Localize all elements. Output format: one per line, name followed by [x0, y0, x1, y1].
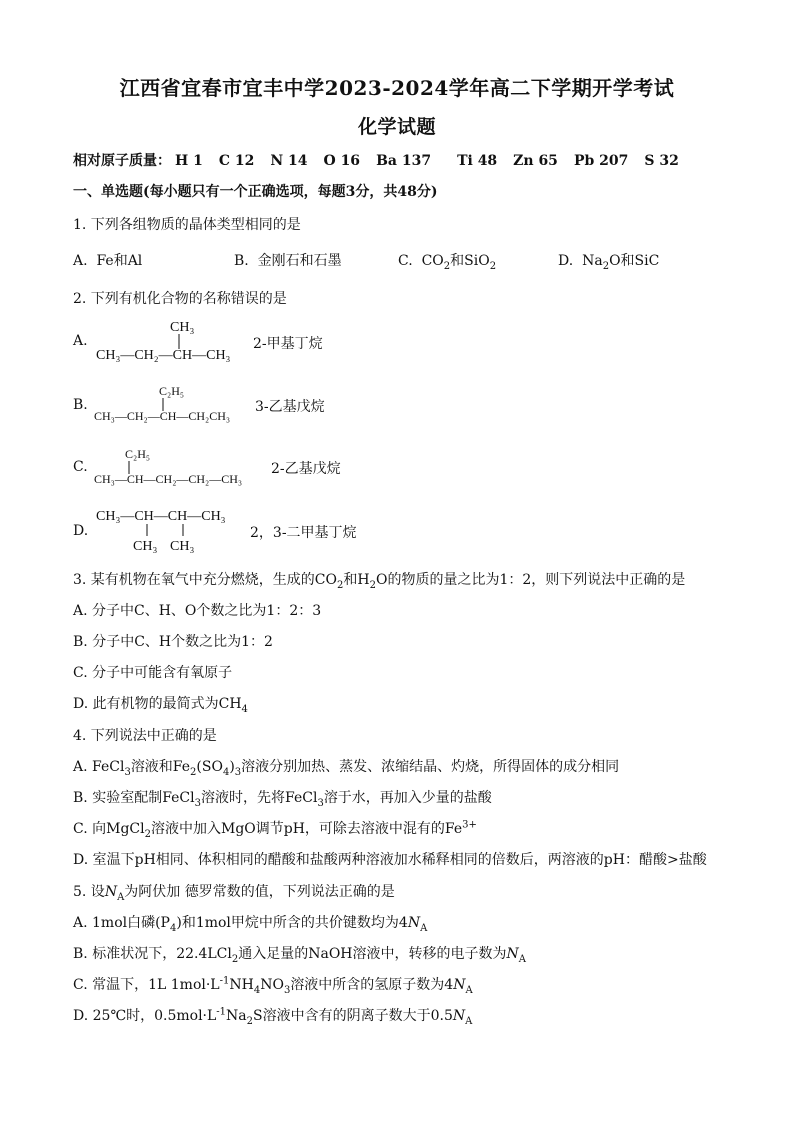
q2-stem: 2. 下列有机化合物的名称错误的是 [73, 291, 287, 307]
q4-c-sup: 3+ [462, 819, 477, 831]
q5-b-p2: 通入足量的NaOH溶液中，转移的电子数为 [238, 946, 507, 962]
q4-a-s2: 2 [190, 766, 197, 778]
q5-d-p2: Na [226, 1008, 247, 1024]
mass-c: C 12 [218, 153, 255, 169]
q5-stem-p1: 5. 设 [73, 884, 105, 900]
q5-option-a [73, 912, 427, 934]
section-heading: 一、单选题(每小题只有一个正确选项，每题3分，共48分) [73, 184, 438, 200]
q3-stem-part1: 3. 某有机物在氧气中充分燃烧，生成的CO [73, 572, 337, 588]
q5-c-n: N [453, 977, 466, 993]
q1-d-na: Na [582, 253, 603, 269]
exam-subtitle: 化学试题 [357, 116, 436, 138]
q4-a-p2: 溶液和Fe [130, 759, 191, 775]
q4-option-c [73, 818, 477, 840]
q2-option-a [73, 318, 493, 370]
q5-c-p4: 溶液中所含的氢原子数为4 [290, 977, 454, 993]
q3-option-c: C. 分子中可能含有氧原子 [73, 665, 233, 681]
q2-b-label: B. [73, 397, 88, 413]
q1-c-sub2: 2 [489, 260, 497, 272]
q3-stem-part3: O的物质的量之比为1：2，则下列说法中正确的是 [375, 572, 686, 588]
q5-b-s1: 2 [231, 953, 239, 965]
q4-option-b [73, 787, 492, 809]
atomic-masses [73, 150, 695, 170]
q1-stem: 1. 下列各组物质的晶体类型相同的是 [73, 217, 301, 233]
q3-stem-sub2: 2 [369, 579, 376, 591]
q4-option-a [73, 756, 619, 778]
mass-h: H 1 [175, 153, 203, 169]
q5-c-p3: NO [260, 977, 284, 993]
q5-d-n: N [452, 1008, 466, 1024]
q1-option-d [558, 250, 659, 272]
q5-stem [73, 881, 395, 903]
q4-a-s3: 4 [222, 766, 230, 778]
q5-a-p2: )和1mol甲烷中所含的共价键数均为4 [176, 915, 408, 931]
q2-c-branch-c2h5: C₂H₅ [125, 447, 151, 461]
q4-b-p1: B. 实验室配制FeCl [73, 790, 195, 806]
q5-stem-p2: 为阿伏加 德罗常数的值，下列说法正确的是 [124, 884, 395, 900]
q5-option-b [73, 943, 526, 965]
q5-b-n: N [506, 946, 519, 962]
q3-stem-part2: 和H [343, 572, 370, 588]
q5-c-p1: C. 常温下，1L 1mol·L [73, 977, 220, 993]
q4-a-s1: 3 [124, 766, 131, 778]
q1-c-label: C. [398, 253, 413, 269]
q1-d-rest: O和SiC [609, 253, 660, 269]
q4-b-p3: 溶于水，再加入少量的盐酸 [323, 790, 492, 806]
q1-d-label: D. [558, 253, 574, 269]
q5-a-s2: A [420, 922, 428, 934]
q5-stem-n: N [104, 884, 118, 900]
mass-pb: Pb 207 [573, 153, 629, 169]
q2-a-branch-ch3: CH₃ [170, 320, 195, 335]
q3-option-a: A. 分子中C、H、O个数之比为1：2：3 [73, 603, 322, 619]
q1-b-text: 金刚石和石墨 [257, 253, 342, 269]
q5-option-d [73, 1005, 472, 1027]
q2-d-branch-ch3-1: CH₃ [133, 539, 158, 554]
q5-a-n: N [407, 915, 421, 931]
q5-a-s1: 4 [169, 922, 177, 934]
q2-option-c [73, 447, 493, 499]
mass-zn: Zn 65 [513, 153, 558, 169]
q2-d-label: D. [73, 523, 89, 539]
q1-option-c [398, 250, 496, 272]
q4-a-p3: (SO [196, 759, 223, 775]
q2-b-name: 3-乙基戊烷 [255, 399, 325, 415]
q1-c-co: CO [421, 253, 444, 269]
mass-n: N 14 [270, 153, 308, 169]
q3-d-sub: 4 [241, 703, 248, 715]
q2-a-name: 2-甲基丁烷 [253, 336, 323, 352]
q3-option-d [73, 693, 248, 715]
q4-b-s2: 3 [317, 797, 324, 809]
q3-d-text: D. 此有机物的最简式为CH [73, 696, 242, 712]
q5-c-s3: A [465, 984, 473, 996]
q5-d-s1: 2 [246, 1015, 254, 1027]
q2-d-main-chain: CH₃—CH—CH—CH₃ [96, 509, 226, 524]
q2-b-branch-c2h5: C₂H₅ [159, 384, 185, 398]
q1-option-b [234, 250, 342, 270]
q3-stem-sub1: 2 [337, 579, 344, 591]
q2-d-branch-ch3-2: CH₃ [170, 539, 195, 554]
q5-d-p3: S溶液中含有的阴离子数大于0.5 [253, 1008, 453, 1024]
q5-d-s2: A [465, 1015, 473, 1027]
q1-c-sub1: 2 [443, 260, 451, 272]
q5-d-p1: D. 25℃时，0.5mol·L [73, 1008, 217, 1024]
q4-option-d: D. 室温下pH相同、体积相同的醋酸和盐酸两种溶液加水稀释相同的倍数后，两溶液的pH：醋酸>盐酸 [73, 852, 707, 868]
q5-option-c [73, 974, 473, 996]
q1-option-a [73, 250, 142, 270]
q4-b-s1: 3 [194, 797, 201, 809]
exam-title: 江西省宜春市宜丰中学2023-2024学年高二下学期开学考试 [119, 76, 675, 100]
q5-d-sup: -1 [216, 1006, 227, 1018]
mass-s: S 32 [644, 153, 679, 169]
q5-c-s2: 3 [283, 984, 291, 996]
q4-stem: 4. 下列说法中正确的是 [73, 728, 217, 744]
q4-a-p5: 溶液分别加热、蒸发、浓缩结晶、灼烧，所得固体的成分相同 [241, 759, 620, 775]
q2-option-b [73, 384, 493, 436]
q4-a-p1: A. FeCl [73, 759, 125, 775]
q1-a-text: Fe和Al [96, 253, 143, 269]
q2-a-main-chain: CH₃—CH₂—CH—CH₃ [96, 348, 231, 363]
q2-b-main-chain: CH₃—CH₂—CH—CH₂CH₃ [94, 409, 231, 423]
q5-b-s2: A [518, 953, 527, 965]
q5-c-sup: -1 [219, 975, 230, 987]
q2-d-name: 2，3-二甲基丁烷 [250, 525, 357, 541]
q2-c-label: C. [73, 459, 88, 475]
q4-a-s4: 3 [234, 766, 242, 778]
q5-a-p1: A. 1mol白磷(P [73, 915, 170, 931]
q5-stem-sub: A [117, 891, 125, 903]
q3-stem [73, 569, 685, 591]
q2-option-d [73, 505, 493, 557]
q4-b-p2: 溶液时，先将FeCl [201, 790, 318, 806]
q4-c-s1: 2 [144, 828, 151, 840]
q5-b-p1: B. 标准状况下，22.4LCl [73, 946, 232, 962]
q5-c-s1: 4 [253, 984, 261, 996]
mass-ba: Ba 137 [376, 153, 432, 169]
q4-a-p4: ) [229, 759, 235, 775]
atomic-masses-label: 相对原子质量： [73, 153, 171, 169]
q4-c-p2: 溶液中加入MgO调节pH，可除去溶液中混有的Fe [150, 821, 463, 837]
q1-b-label: B. [234, 253, 249, 269]
q3-option-b: B. 分子中C、H个数之比为1：2 [73, 634, 273, 650]
q4-c-p1: C. 向MgCl [73, 821, 145, 837]
q5-c-p2: NH [229, 977, 254, 993]
q2-c-main-chain: CH₃—CH—CH₂—CH₂—CH₃ [94, 472, 243, 486]
q1-d-sub: 2 [602, 260, 610, 272]
q2-a-label: A. [73, 333, 88, 349]
mass-ti: Ti 48 [457, 153, 498, 169]
mass-o: O 16 [323, 153, 361, 169]
q1-c-and: 和SiO [450, 253, 490, 269]
q1-a-label: A. [73, 253, 88, 269]
q2-c-name: 2-乙基戊烷 [271, 461, 341, 477]
